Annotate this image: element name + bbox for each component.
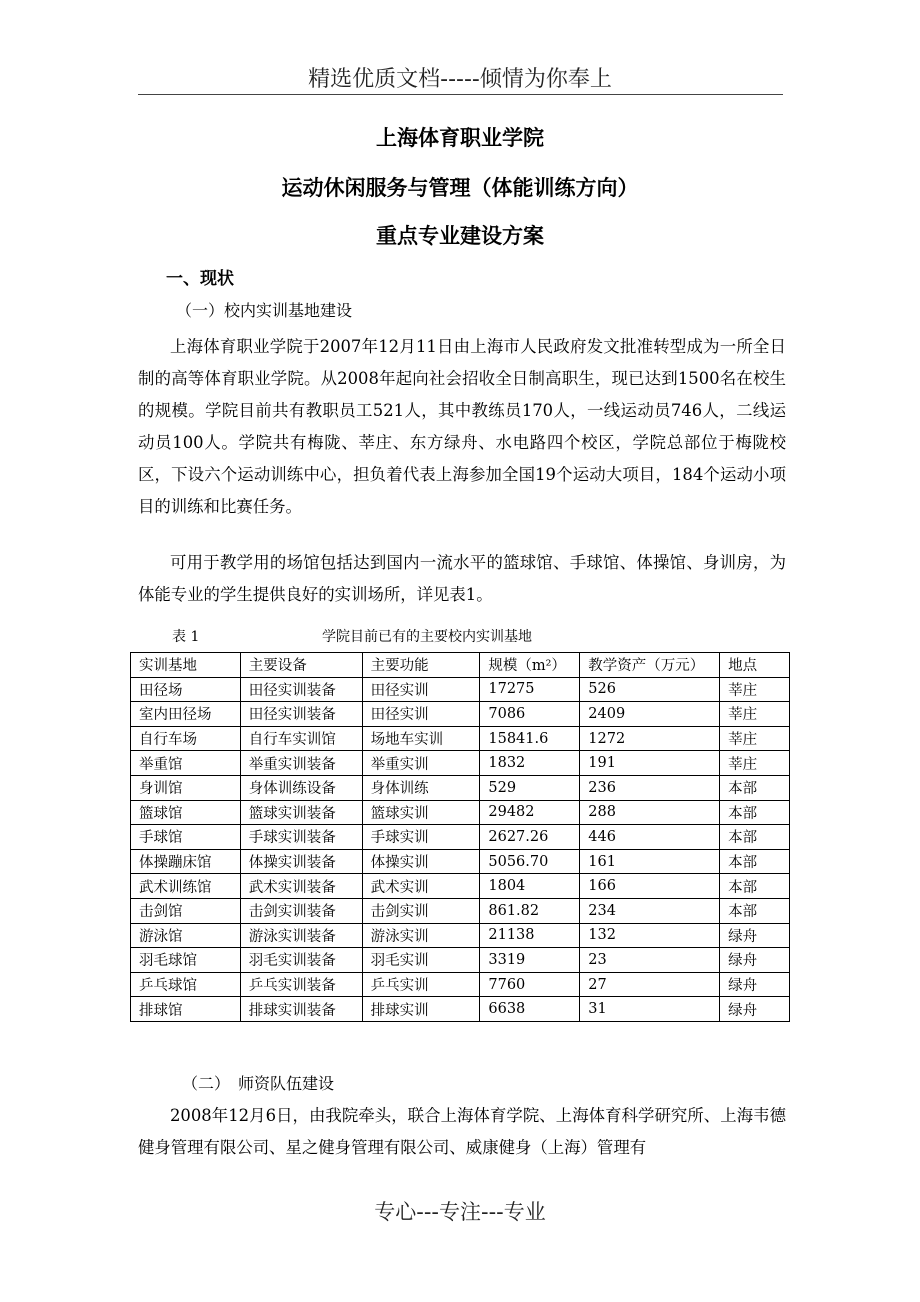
table-cell: 17275 bbox=[480, 677, 580, 702]
table-cell: 1832 bbox=[480, 751, 580, 776]
table-cell: 本部 bbox=[720, 898, 790, 923]
table-caption: 学院目前已有的主要校内实训基地 bbox=[322, 629, 532, 645]
table-cell: 篮球馆 bbox=[131, 800, 241, 825]
training-base-table bbox=[130, 652, 790, 1022]
table-cell: 游泳实训装备 bbox=[240, 923, 362, 948]
table-row bbox=[131, 972, 790, 997]
table-cell: 羽毛球馆 bbox=[131, 948, 241, 973]
table-cell: 191 bbox=[580, 751, 720, 776]
table-row bbox=[131, 874, 790, 899]
table-cell: 本部 bbox=[720, 775, 790, 800]
col-header-assets: 教学资产（万元） bbox=[580, 653, 720, 678]
col-header-base: 实训基地 bbox=[131, 653, 241, 678]
table-cell: 1804 bbox=[480, 874, 580, 899]
table-cell: 莘庄 bbox=[720, 702, 790, 727]
table-cell: 3319 bbox=[480, 948, 580, 973]
table-cell: 手球馆 bbox=[131, 825, 241, 850]
table-cell: 手球实训 bbox=[362, 825, 480, 850]
table-cell: 身体训练 bbox=[362, 775, 480, 800]
table-row bbox=[131, 825, 790, 850]
table-cell: 乒乓球馆 bbox=[131, 972, 241, 997]
school-title: 上海体育职业学院 bbox=[376, 126, 544, 150]
table-cell: 288 bbox=[580, 800, 720, 825]
table-cell: 武术实训装备 bbox=[240, 874, 362, 899]
table-cell: 体操实训 bbox=[362, 849, 480, 874]
col-header-area: 规模（m²） bbox=[480, 653, 580, 678]
table-cell: 15841.6 bbox=[480, 726, 580, 751]
table-cell: 排球实训装备 bbox=[240, 997, 362, 1022]
page-header: 精选优质文档-----倾情为你奉上 bbox=[308, 67, 612, 92]
table-row bbox=[131, 948, 790, 973]
table-cell: 莘庄 bbox=[720, 677, 790, 702]
table-cell: 击剑馆 bbox=[131, 898, 241, 923]
table-cell: 身训馆 bbox=[131, 775, 241, 800]
table-cell: 篮球实训 bbox=[362, 800, 480, 825]
table-cell: 2409 bbox=[580, 702, 720, 727]
table-cell: 田径实训 bbox=[362, 702, 480, 727]
table-cell: 21138 bbox=[480, 923, 580, 948]
table-row bbox=[131, 800, 790, 825]
table-cell: 446 bbox=[580, 825, 720, 850]
table-row bbox=[131, 923, 790, 948]
table-cell: 身体训练设备 bbox=[240, 775, 362, 800]
subsection-heading-facilities: （一）校内实训基地建设 bbox=[176, 301, 353, 320]
table-cell: 29482 bbox=[480, 800, 580, 825]
table-cell: 击剑实训装备 bbox=[240, 898, 362, 923]
table-cell: 击剑实训 bbox=[362, 898, 480, 923]
table-cell: 举重实训 bbox=[362, 751, 480, 776]
table-row bbox=[131, 677, 790, 702]
paragraph-venues: 可用于教学用的场馆包括达到国内一流水平的篮球馆、手球馆、体操馆、身训房，为体能专业的学生提供良好的实训场所，详见表1。 bbox=[138, 553, 786, 604]
table-cell: 举重实训装备 bbox=[240, 751, 362, 776]
table-cell: 场地车实训 bbox=[362, 726, 480, 751]
subsection-heading-faculty: （二） 师资队伍建设 bbox=[182, 1074, 335, 1093]
table-cell: 室内田径场 bbox=[131, 702, 241, 727]
table-cell: 31 bbox=[580, 997, 720, 1022]
table-cell: 绿舟 bbox=[720, 972, 790, 997]
header-rule bbox=[138, 94, 783, 95]
section-heading: 一、现状 bbox=[166, 269, 234, 289]
table-cell: 526 bbox=[580, 677, 720, 702]
table-row bbox=[131, 849, 790, 874]
table-cell: 手球实训装备 bbox=[240, 825, 362, 850]
table-cell: 绿舟 bbox=[720, 997, 790, 1022]
table-cell: 7760 bbox=[480, 972, 580, 997]
plan-title: 重点专业建设方案 bbox=[376, 224, 544, 248]
table-cell: 166 bbox=[580, 874, 720, 899]
table-cell: 体操蹦床馆 bbox=[131, 849, 241, 874]
table-row bbox=[131, 898, 790, 923]
table-cell: 田径场 bbox=[131, 677, 241, 702]
table-cell: 23 bbox=[580, 948, 720, 973]
table-cell: 529 bbox=[480, 775, 580, 800]
table-cell: 234 bbox=[580, 898, 720, 923]
table-cell: 羽毛实训 bbox=[362, 948, 480, 973]
col-header-equipment: 主要设备 bbox=[240, 653, 362, 678]
table-cell: 乒乓实训 bbox=[362, 972, 480, 997]
table-cell: 7086 bbox=[480, 702, 580, 727]
table-cell: 武术训练馆 bbox=[131, 874, 241, 899]
table-cell: 乒乓实训装备 bbox=[240, 972, 362, 997]
col-header-location: 地点 bbox=[720, 653, 790, 678]
table-cell: 篮球实训装备 bbox=[240, 800, 362, 825]
table-cell: 6638 bbox=[480, 997, 580, 1022]
table-cell: 27 bbox=[580, 972, 720, 997]
table-row bbox=[131, 726, 790, 751]
table-label: 表 1 bbox=[172, 629, 200, 645]
table-cell: 举重馆 bbox=[131, 751, 241, 776]
table-cell: 田径实训装备 bbox=[240, 677, 362, 702]
table-cell: 本部 bbox=[720, 849, 790, 874]
table-cell: 游泳馆 bbox=[131, 923, 241, 948]
table-cell: 自行车实训馆 bbox=[240, 726, 362, 751]
col-header-function: 主要功能 bbox=[362, 653, 480, 678]
table-cell: 本部 bbox=[720, 825, 790, 850]
table-cell: 莘庄 bbox=[720, 751, 790, 776]
table-cell: 本部 bbox=[720, 800, 790, 825]
table-cell: 5056.70 bbox=[480, 849, 580, 874]
table-cell: 236 bbox=[580, 775, 720, 800]
table-cell: 田径实训 bbox=[362, 677, 480, 702]
table-cell: 排球馆 bbox=[131, 997, 241, 1022]
table-cell: 排球实训 bbox=[362, 997, 480, 1022]
table-cell: 本部 bbox=[720, 874, 790, 899]
table-cell: 161 bbox=[580, 849, 720, 874]
table-cell: 田径实训装备 bbox=[240, 702, 362, 727]
table-cell: 体操实训装备 bbox=[240, 849, 362, 874]
paragraph-faculty: 2008年12月6日，由我院牵头，联合上海体育学院、上海体育科学研究所、上海韦德健身管理有限公司、星之健身管理有限公司、威康健身（上海）管理有 bbox=[138, 1106, 786, 1157]
paragraph-intro: 上海体育职业学院于2007年12月11日由上海市人民政府发文批准转型成为一所全日制的高等体育职业学院。从2008年起向社会招收全日制高职生，现已达到1500名在校生的规模。学院目前共有教职员工521人，其中教练员170人，一线运动员746人，二线运动员100人。学院共有梅陇、莘庄、东方绿舟、水电路四个校区，学院总部位于梅陇校区，下设六个运动训练中心，担负着代表上海参加全国19个运动大项目，184个运动小项目的训练和比赛任务。 bbox=[138, 337, 786, 516]
page-footer: 专心---专注---专业 bbox=[374, 1200, 546, 1224]
table-cell: 2627.26 bbox=[480, 825, 580, 850]
table-row bbox=[131, 997, 790, 1022]
table-cell: 莘庄 bbox=[720, 726, 790, 751]
table-header-row bbox=[131, 653, 790, 678]
table-row bbox=[131, 702, 790, 727]
table-row bbox=[131, 751, 790, 776]
table-cell: 132 bbox=[580, 923, 720, 948]
table-cell: 绿舟 bbox=[720, 948, 790, 973]
table-cell: 游泳实训 bbox=[362, 923, 480, 948]
table-cell: 羽毛实训装备 bbox=[240, 948, 362, 973]
table-cell: 武术实训 bbox=[362, 874, 480, 899]
table-cell: 1272 bbox=[580, 726, 720, 751]
table-cell: 绿舟 bbox=[720, 923, 790, 948]
table-row bbox=[131, 775, 790, 800]
table-cell: 自行车场 bbox=[131, 726, 241, 751]
table-cell: 861.82 bbox=[480, 898, 580, 923]
program-title: 运动休闲服务与管理（体能训练方向） bbox=[281, 176, 639, 200]
